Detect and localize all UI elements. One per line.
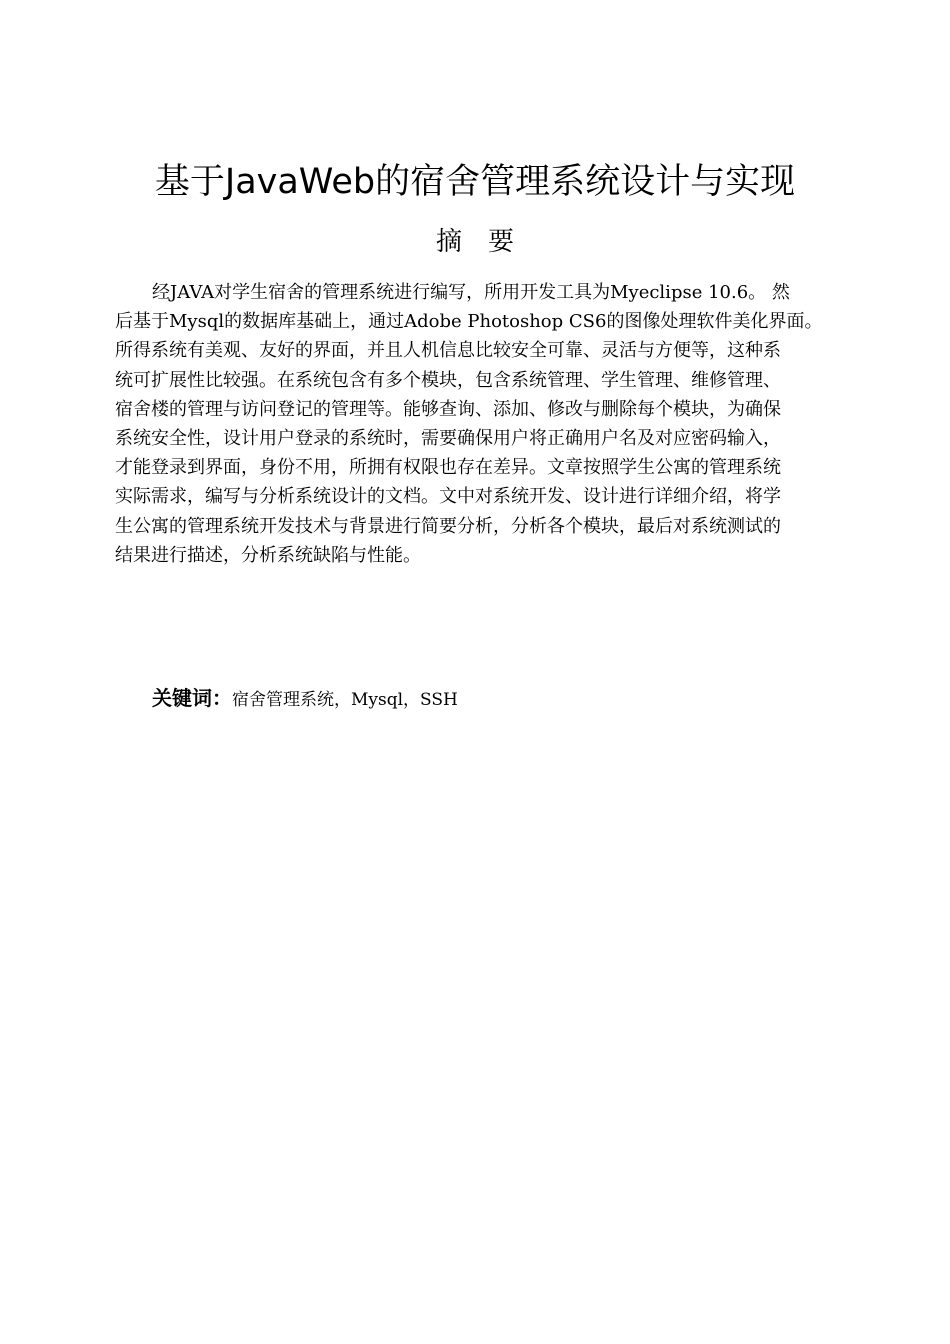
keywords-value: 宿舍管理系统，Mysql，SSH <box>232 690 458 710</box>
abstract-heading: 摘要 <box>435 227 540 257</box>
abstract-line: 所得系统有美观、友好的界面，并且人机信息比较安全可靠、灵活与方便等，这种系 <box>115 340 781 362</box>
abstract-line: 宿舍楼的管理与访问登记的管理等。能够查询、添加、修改与删除每个模块，为确保 <box>115 398 781 420</box>
abstract-body <box>115 278 845 570</box>
abstract-line: 生公寓的管理系统开发技术与背景进行简要分析，分析各个模块，最后对系统测试的 <box>115 515 781 537</box>
document-title: 基于JavaWeb的宿舍管理系统设计与实现 <box>154 162 796 202</box>
abstract-line: 才能登录到界面，身份不用，所拥有权限也存在差异。文章按照学生公寓的管理系统 <box>115 457 781 479</box>
keywords-row <box>152 684 458 714</box>
abstract-line: 结果进行描述，分析系统缺陷与性能。 <box>115 544 421 566</box>
abstract-line: 实际需求，编写与分析系统设计的文档。文中对系统开发、设计进行详细介绍，将学 <box>115 486 781 508</box>
abstract-line: 后基于Mysql的数据库基础上，通过Adobe Photoshop CS6的图像处理软件美化界面。 <box>115 311 823 333</box>
abstract-line: 经JAVA对学生宿舍的管理系统进行编写，所用开发工具为Myeclipse 10.6。 然 <box>152 282 790 303</box>
abstract-line: 系统安全性，设计用户登录的系统时，需要确保用户将正确用户名及对应密码输入， <box>115 427 781 449</box>
keywords-label: 关键词： <box>152 686 232 710</box>
abstract-line: 统可扩展性比较强。在系统包含有多个模块，包含系统管理、学生管理、维修管理、 <box>115 369 781 391</box>
